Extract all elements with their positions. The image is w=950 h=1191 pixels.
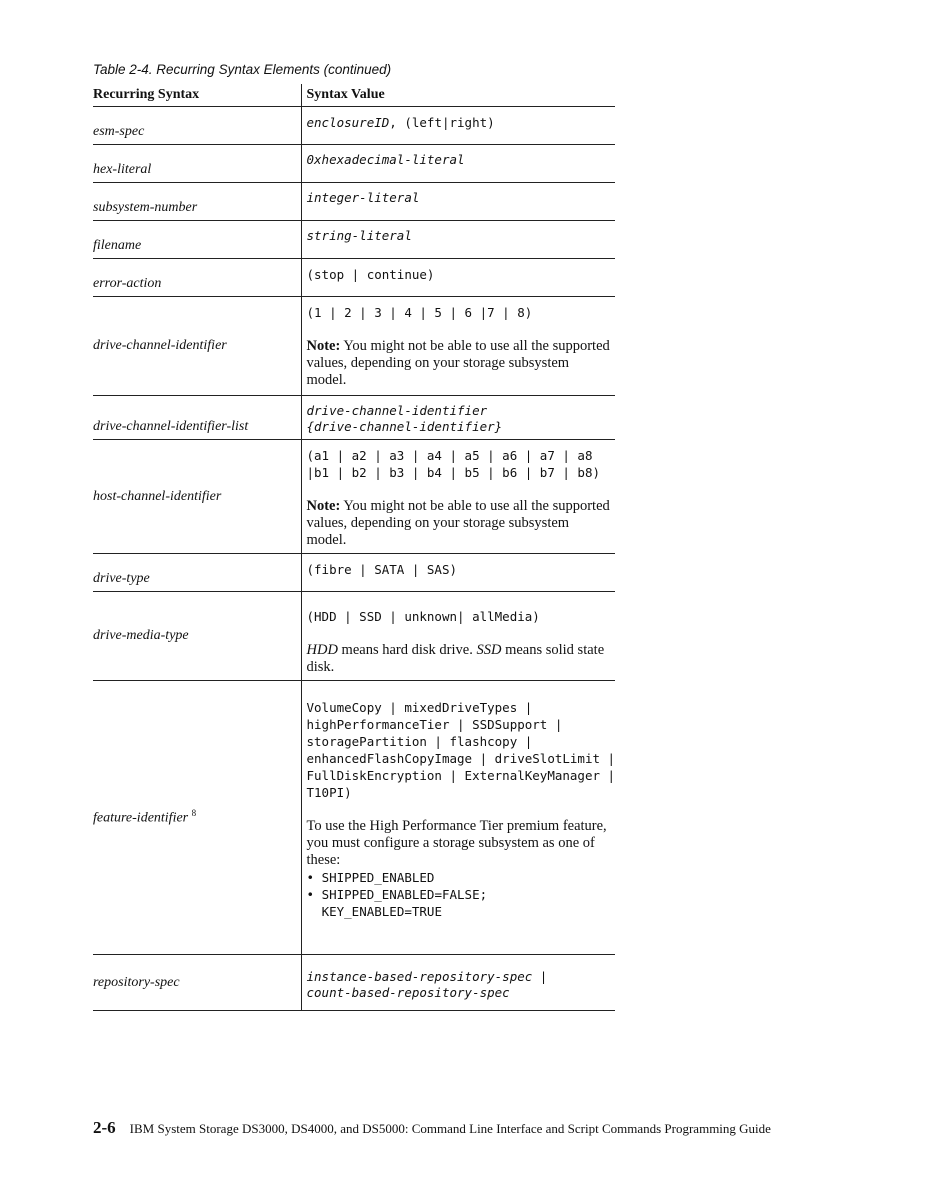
syntax-name: drive-channel-identifier-list: [93, 396, 301, 440]
syntax-value: (1 | 2 | 3 | 4 | 5 | 6 |7 | 8) Note: You might not be able to use all the supported values, depending on your storage subsystem model.: [301, 297, 615, 396]
syntax-value: (a1 | a2 | a3 | a4 | a5 | a6 | a7 | a8 |b1 | b2 | b3 | b4 | b5 | b6 | b7 | b8) Note: You might not be able to use all the supported values, depending on your storage subsystem model.: [301, 440, 615, 554]
syntax-name: feature-identifier $^8$: [93, 681, 301, 955]
syntax-value: VolumeCopy | mixedDriveTypes | highPerformanceTier | SSDSupport | storagePartition | flashcopy | enhancedFlashCopyImage | driveSlotLimit | FullDiskEncryption | ExternalKeyManager | T10PI) To use the High Performance Tier premium feature, you must configure a storage subsystem as one of these: • SHIPPED_ENABLED • SHIPPED_ENABLED=FALSE; KEY_ENABLED=TRUE: [301, 681, 615, 955]
footnote-marker: 8: [191, 808, 197, 819]
table-row: [93, 554, 615, 592]
table-row: [93, 592, 615, 681]
table-caption: Table 2-4. Recurring Syntax Elements (continued): [93, 62, 392, 77]
syntax-value: 0xhexadecimal-literal: [301, 145, 615, 183]
syntax-name: repository-spec: [93, 955, 301, 1011]
table-row: [93, 221, 615, 259]
list-item: • SHIPPED_ENABLED: [306, 870, 435, 885]
syntax-value: drive-channel-identifier {drive-channel-identifier}: [301, 396, 615, 440]
syntax-name: error-action: [93, 259, 301, 297]
note: Note: You might not be able to use all the supported values, depending on your storage subsystem model.: [306, 498, 610, 548]
table-row: [93, 955, 615, 1011]
syntax-value: instance-based-repository-spec | count-based-repository-spec: [301, 955, 615, 1011]
table-row: [93, 145, 615, 183]
syntax-name: drive-channel-identifier: [93, 297, 301, 396]
table-row: [93, 396, 615, 440]
syntax-value: string-literal: [301, 221, 615, 259]
syntax-name: hex-literal: [93, 145, 301, 183]
table-header-row: [93, 84, 615, 107]
table-row: [93, 297, 615, 396]
list-item: • SHIPPED_ENABLED=FALSE;: [306, 887, 488, 902]
feature-paragraph: To use the High Performance Tier premium feature, you must configure a storage subsystem as one of these:: [306, 818, 607, 868]
table-row: [93, 681, 615, 955]
syntax-name: subsystem-number: [93, 183, 301, 221]
page-footer: [93, 1118, 771, 1138]
media-type-description: HDD means hard disk drive. SSD means solid state disk.: [306, 642, 605, 675]
header-syntax-value: Syntax Value: [301, 84, 615, 107]
syntax-value: (HDD | SSD | unknown| allMedia) HDD means hard disk drive. SSD means solid state disk.: [301, 592, 615, 681]
syntax-name: esm-spec: [93, 107, 301, 145]
table-row: [93, 440, 615, 554]
syntax-value: (fibre | SATA | SAS): [301, 554, 615, 592]
table-row: [93, 183, 615, 221]
syntax-value: integer-literal: [301, 183, 615, 221]
syntax-table: [93, 84, 615, 1011]
syntax-name: drive-media-type: [93, 592, 301, 681]
list-item-continuation: KEY_ENABLED=TRUE: [321, 904, 442, 919]
syntax-name: filename: [93, 221, 301, 259]
table-row: [93, 259, 615, 297]
book-title: IBM System Storage DS3000, DS4000, and DS5000: Command Line Interface and Script Commands Programming Guide: [129, 1121, 771, 1136]
syntax-value: (stop | continue): [301, 259, 615, 297]
syntax-name: drive-type: [93, 554, 301, 592]
note: Note: You might not be able to use all the supported values, depending on your storage subsystem model.: [306, 338, 610, 388]
page-number: 2-6: [93, 1118, 116, 1137]
syntax-name: host-channel-identifier: [93, 440, 301, 554]
table-row: [93, 107, 615, 145]
header-recurring-syntax: Recurring Syntax: [93, 84, 301, 107]
syntax-value: enclosureID, (left|right): [301, 107, 615, 145]
